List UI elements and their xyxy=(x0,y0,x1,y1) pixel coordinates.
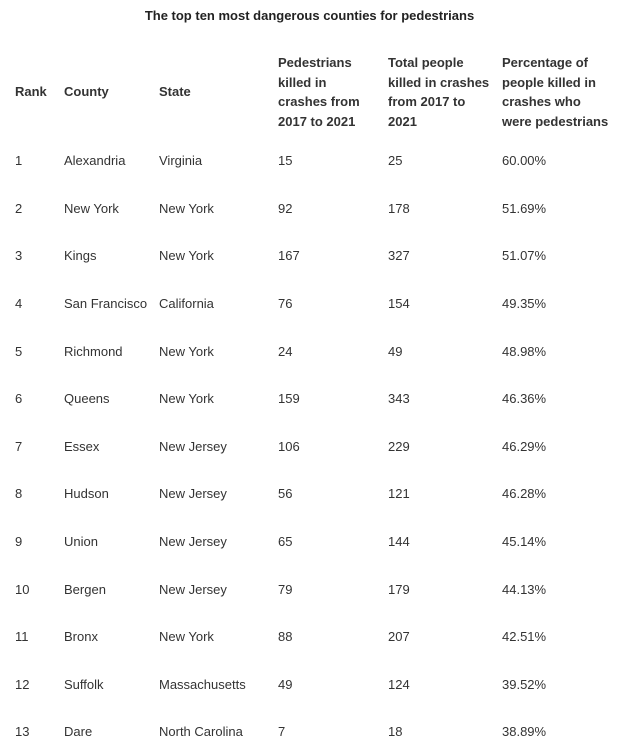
cell-rank: 8 xyxy=(15,486,23,502)
table-row xyxy=(9,518,617,566)
counties-table xyxy=(9,47,617,756)
cell-percentage: 49.35% xyxy=(502,296,547,312)
cell-state: New York xyxy=(159,343,214,359)
cell-total-killed: 25 xyxy=(388,153,403,169)
table-header xyxy=(9,47,617,137)
table-row xyxy=(9,613,617,661)
table-row xyxy=(9,327,617,375)
cell-rank: 5 xyxy=(15,343,23,359)
cell-state: New Jersey xyxy=(159,581,227,597)
cell-county: Union xyxy=(64,534,98,550)
header-percentage: Percentage of people killed in crashes who were pedestrians xyxy=(502,55,609,129)
header-total-killed: Total people killed in crashes from 2017 to 2021 xyxy=(388,55,490,129)
cell-pedestrians-killed: 159 xyxy=(278,391,300,407)
table-row xyxy=(9,565,617,613)
cell-state: North Carolina xyxy=(159,724,243,740)
cell-pedestrians-killed: 56 xyxy=(278,486,293,502)
table-title: The top ten most dangerous counties for pedestrians xyxy=(144,8,475,23)
header-state: State xyxy=(159,84,191,100)
table-row xyxy=(9,185,617,233)
cell-county: San Francisco xyxy=(64,296,148,312)
cell-pedestrians-killed: 167 xyxy=(278,248,300,264)
table-row xyxy=(9,375,617,423)
header-county: County xyxy=(64,84,109,100)
cell-percentage: 45.14% xyxy=(502,534,547,550)
cell-total-killed: 18 xyxy=(388,724,403,740)
cell-rank: 9 xyxy=(15,534,23,550)
cell-county: Bronx xyxy=(64,629,98,645)
cell-total-killed: 179 xyxy=(388,581,410,597)
cell-percentage: 46.29% xyxy=(502,438,547,454)
cell-pedestrians-killed: 92 xyxy=(278,200,293,216)
cell-total-killed: 178 xyxy=(388,200,410,216)
cell-state: New York xyxy=(159,629,214,645)
cell-county: Alexandria xyxy=(64,153,126,169)
cell-percentage: 46.36% xyxy=(502,391,547,407)
cell-state: New Jersey xyxy=(159,438,227,454)
cell-rank: 7 xyxy=(15,438,23,454)
cell-pedestrians-killed: 79 xyxy=(278,581,293,597)
table-row xyxy=(9,280,617,328)
cell-total-killed: 327 xyxy=(388,248,410,264)
cell-pedestrians-killed: 76 xyxy=(278,296,293,312)
cell-percentage: 51.69% xyxy=(502,200,547,216)
cell-pedestrians-killed: 15 xyxy=(278,153,293,169)
table-row xyxy=(9,137,617,185)
table-row xyxy=(9,423,617,471)
cell-rank: 4 xyxy=(15,296,23,312)
cell-pedestrians-killed: 65 xyxy=(278,534,293,550)
cell-total-killed: 229 xyxy=(388,438,410,454)
cell-total-killed: 343 xyxy=(388,391,410,407)
cell-pedestrians-killed: 106 xyxy=(278,438,300,454)
cell-total-killed: 49 xyxy=(388,343,403,359)
cell-county: Dare xyxy=(64,724,93,740)
cell-state: New York xyxy=(159,391,214,407)
table-row xyxy=(9,470,617,518)
table-body xyxy=(9,137,617,756)
cell-percentage: 42.51% xyxy=(502,629,547,645)
cell-total-killed: 207 xyxy=(388,629,410,645)
cell-county: Queens xyxy=(64,391,110,407)
cell-rank: 10 xyxy=(15,581,30,597)
cell-percentage: 60.00% xyxy=(502,153,547,169)
cell-state: New York xyxy=(159,248,214,264)
cell-state: New Jersey xyxy=(159,534,227,550)
cell-percentage: 51.07% xyxy=(502,248,547,264)
cell-state: California xyxy=(159,296,214,312)
cell-rank: 11 xyxy=(15,629,29,645)
cell-county: Essex xyxy=(64,438,100,454)
cell-percentage: 39.52% xyxy=(502,676,547,692)
cell-rank: 6 xyxy=(15,391,23,407)
cell-county: Hudson xyxy=(64,486,109,502)
cell-total-killed: 121 xyxy=(388,486,410,502)
cell-total-killed: 124 xyxy=(388,676,410,692)
cell-rank: 1 xyxy=(15,153,23,169)
cell-state: Virginia xyxy=(159,153,203,169)
cell-rank: 13 xyxy=(15,724,30,740)
cell-percentage: 44.13% xyxy=(502,581,547,597)
cell-state: New York xyxy=(159,200,214,216)
cell-rank: 3 xyxy=(15,248,23,264)
table-row xyxy=(9,232,617,280)
header-pedestrians-killed: Pedestrians killed in crashes from 2017 to 2021 xyxy=(278,55,360,129)
cell-county: Bergen xyxy=(64,581,106,597)
cell-county: Kings xyxy=(64,248,97,264)
cell-pedestrians-killed: 7 xyxy=(278,724,286,740)
cell-percentage: 38.89% xyxy=(502,724,547,740)
header-row xyxy=(9,47,617,137)
cell-rank: 12 xyxy=(15,676,30,692)
cell-rank: 2 xyxy=(15,200,23,216)
cell-county: New York xyxy=(64,200,119,216)
cell-county: Suffolk xyxy=(64,676,104,692)
header-rank: Rank xyxy=(15,84,47,100)
cell-state: Massachusetts xyxy=(159,676,246,692)
cell-state: New Jersey xyxy=(159,486,227,502)
cell-pedestrians-killed: 88 xyxy=(278,629,293,645)
cell-county: Richmond xyxy=(64,343,123,359)
cell-total-killed: 154 xyxy=(388,296,410,312)
cell-total-killed: 144 xyxy=(388,534,410,550)
table-row xyxy=(9,661,617,709)
cell-percentage: 48.98% xyxy=(502,343,547,359)
table-row xyxy=(9,708,617,756)
cell-pedestrians-killed: 49 xyxy=(278,676,293,692)
cell-percentage: 46.28% xyxy=(502,486,547,502)
cell-pedestrians-killed: 24 xyxy=(278,343,293,359)
